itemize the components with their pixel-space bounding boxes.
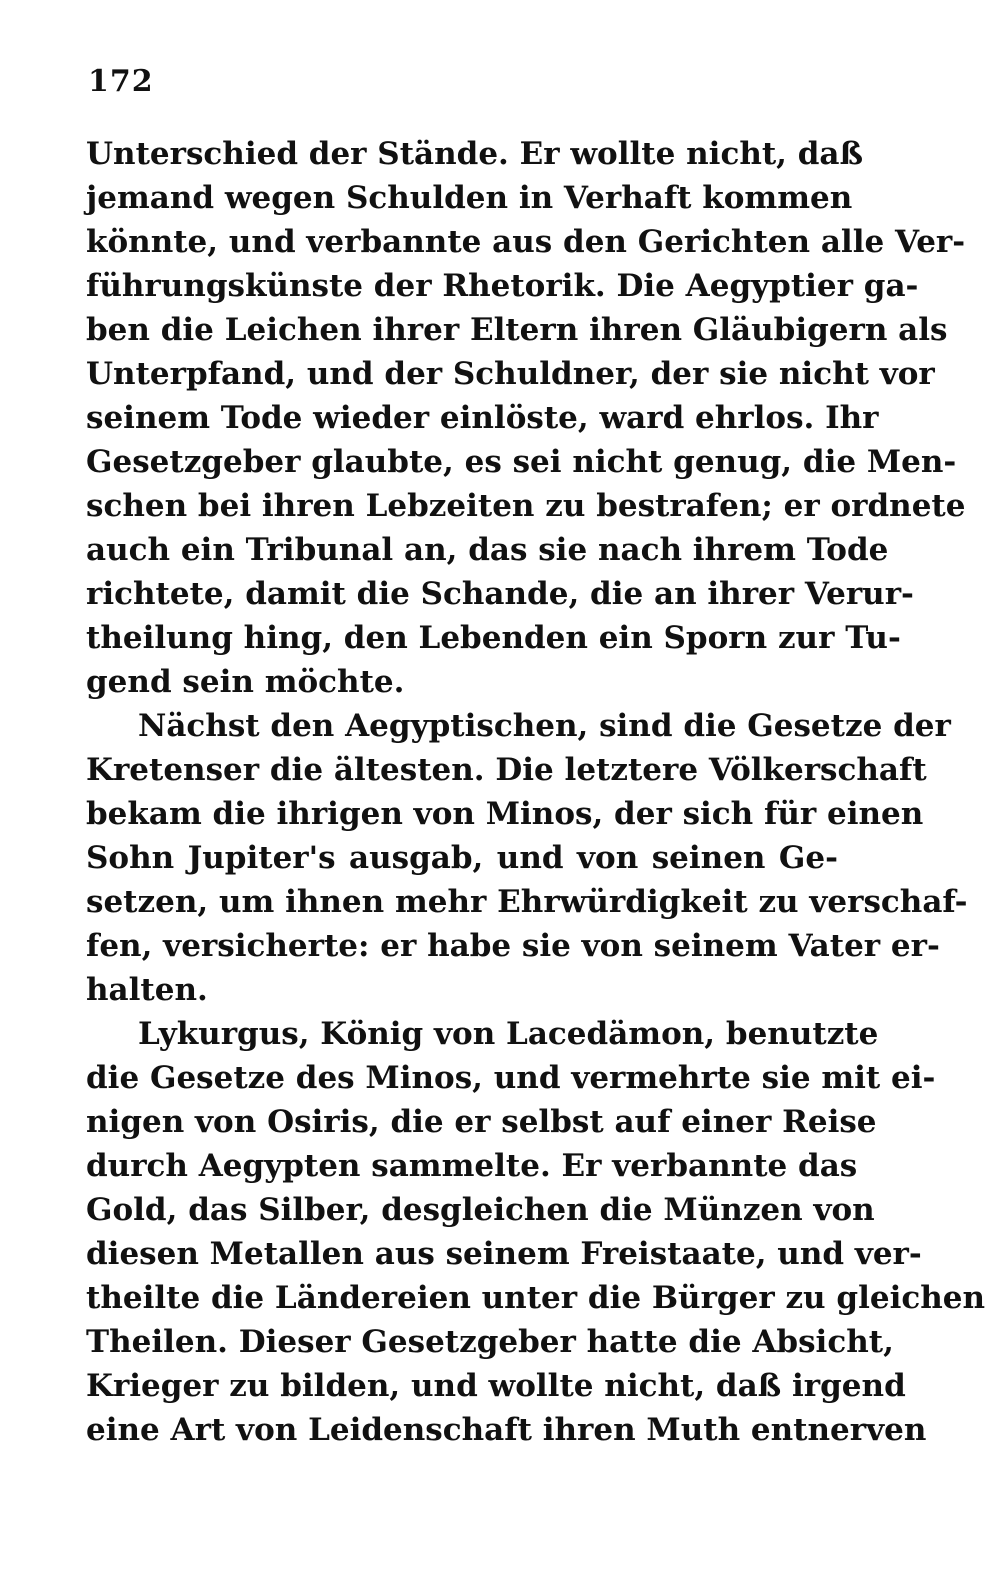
paragraph-end-line: gend sein möchte.: [86, 664, 405, 700]
text-line: könnte, und verbannte aus den Gerichten alle Ver-: [86, 224, 966, 260]
text-line: Gold, das Silber, desgleichen die Münzen von: [86, 1192, 875, 1228]
text-line: Kretenser die ältesten. Die letztere Völkerschaft: [86, 752, 927, 788]
text-line: jemand wegen Schulden in Verhaft kommen: [86, 180, 853, 216]
text-line: eine Art von Leidenschaft ihren Muth entnerven: [86, 1412, 927, 1448]
text-line: theilte die Ländereien unter die Bürger zu gleichen: [86, 1280, 985, 1316]
text-line: Unterschied der Stände. Er wollte nicht, daß: [86, 136, 864, 172]
text-line: richtete, damit die Schande, die an ihrer Verur-: [86, 576, 914, 612]
page-number: 172: [88, 64, 154, 99]
text-line: ben die Leichen ihrer Eltern ihren Gläubigern als: [86, 312, 948, 348]
paragraph-start-line: Lykurgus, König von Lacedämon, benutzte: [138, 1016, 879, 1052]
paragraph-end-line: halten.: [86, 972, 208, 1008]
text-line: durch Aegypten sammelte. Er verbannte das: [86, 1148, 858, 1184]
text-line: auch ein Tribunal an, das sie nach ihrem Tode: [86, 532, 889, 568]
text-line: diesen Metallen aus seinem Freistaate, und ver-: [86, 1236, 922, 1272]
text-line: Unterpfand, und der Schuldner, der sie nicht vor: [86, 356, 935, 392]
text-line: nigen von Osiris, die er selbst auf einer Reise: [86, 1104, 877, 1140]
text-line: Sohn Jupiter's ausgab, und von seinen Ge-: [86, 840, 838, 876]
text-line: führungskünste der Rhetorik. Die Aegyptier ga-: [86, 268, 919, 304]
text-line: Krieger zu bilden, und wollte nicht, daß irgend: [86, 1368, 906, 1404]
text-line: schen bei ihren Lebzeiten zu bestrafen; er ordnete: [86, 488, 966, 524]
text-line: setzen, um ihnen mehr Ehrwürdigkeit zu verschaf-: [86, 884, 968, 920]
text-line: Theilen. Dieser Gesetzgeber hatte die Absicht,: [86, 1324, 894, 1360]
text-line: bekam die ihrigen von Minos, der sich für einen: [86, 796, 924, 832]
paragraph-start-line: Nächst den Aegyptischen, sind die Gesetze der: [138, 708, 951, 744]
body-text: [86, 132, 985, 1452]
text-line: Gesetzgeber glaubte, es sei nicht genug, die Men-: [86, 444, 957, 480]
text-line: die Gesetze des Minos, und vermehrte sie mit ei-: [86, 1060, 936, 1096]
text-line: theilung hing, den Lebenden ein Sporn zur Tu-: [86, 620, 901, 656]
text-line: seinem Tode wieder einlöste, ward ehrlos. Ihr: [86, 400, 879, 436]
text-line: fen, versicherte: er habe sie von seinem Vater er-: [86, 928, 940, 964]
